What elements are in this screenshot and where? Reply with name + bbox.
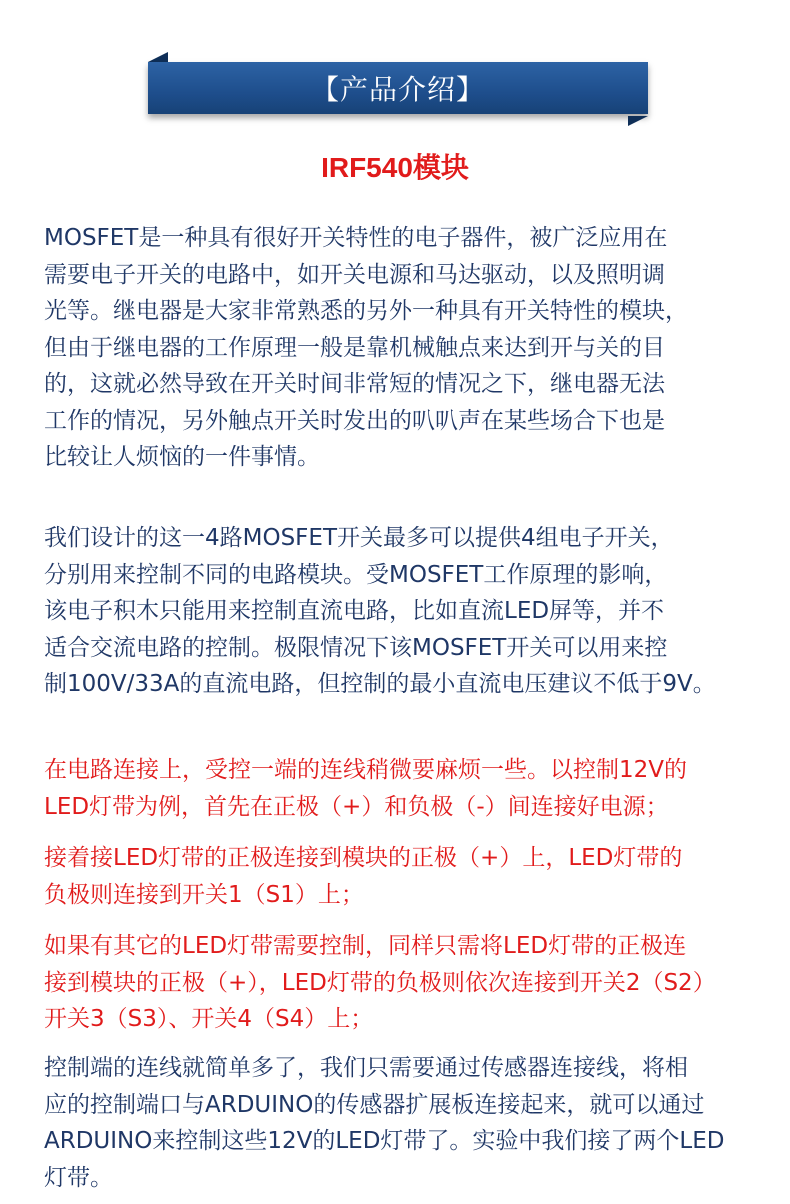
- wiring-step-led1: 接着接LED灯带的正极连接到模块的正极（+）上，LED灯带的 负极则连接到开关1（S1）上；: [44, 845, 683, 908]
- wiring-step-more-leds: 如果有其它的LED灯带需要控制，同样只需将LED灯带的正极连 接到模块的正极（+），LED灯带的负极则依次连接到开关2（S2） 开关3（S3）、开关4（S4）上；: [44, 933, 716, 1032]
- section-banner: [144, 58, 654, 120]
- design-paragraph: 我们设计的这一4路MOSFET开关最多可以提供4组电子开关， 分别用来控制不同的电路模块。受MOSFET工作原理的影响， 该电子积木只能用来控制直流电路，比如直流LED屏等，并不 适合交流电路的控制。极限情况下该MOSFET开关可以用来控 制100V/33A的直流电路，但控制的最小直流电压建议不低于9V。: [44, 525, 716, 697]
- wiring-step-power: 在电路连接上，受控一端的连线稍微要麻烦一些。以控制12V的 LED灯带为例，首先在正极（+）和负极（-）间连接好电源；: [44, 757, 688, 820]
- product-title: IRF540模块: [321, 152, 469, 183]
- control-paragraph: 控制端的连线就简单多了，我们只需要通过传感器连接线，将相 应的控制端口与ARDUINO的传感器扩展板连接起来，就可以通过 ARDUINO来控制这些12V的LED灯带了。实验中我们接了两个LED 灯带。: [44, 1055, 725, 1191]
- banner-fold-right: [628, 116, 648, 126]
- banner-fold-left: [148, 52, 168, 62]
- banner-title: 【产品介绍】: [148, 62, 648, 114]
- intro-paragraph: MOSFET是一种具有很好开关特性的电子器件，被广泛应用在 需要电子开关的电路中，如开关电源和马达驱动，以及照明调 光等。继电器是大家非常熟悉的另外一种具有开关特性的模块， 但由于继电器的工作原理一般是靠机械触点来达到开与关的目 的，这就必然导致在开关时间非常短的情况之下，继电器无法 工作的情况，另外触点开关时发出的叭叭声在某些场合下也是 比较让人烦恼的一件事情。: [44, 225, 688, 470]
